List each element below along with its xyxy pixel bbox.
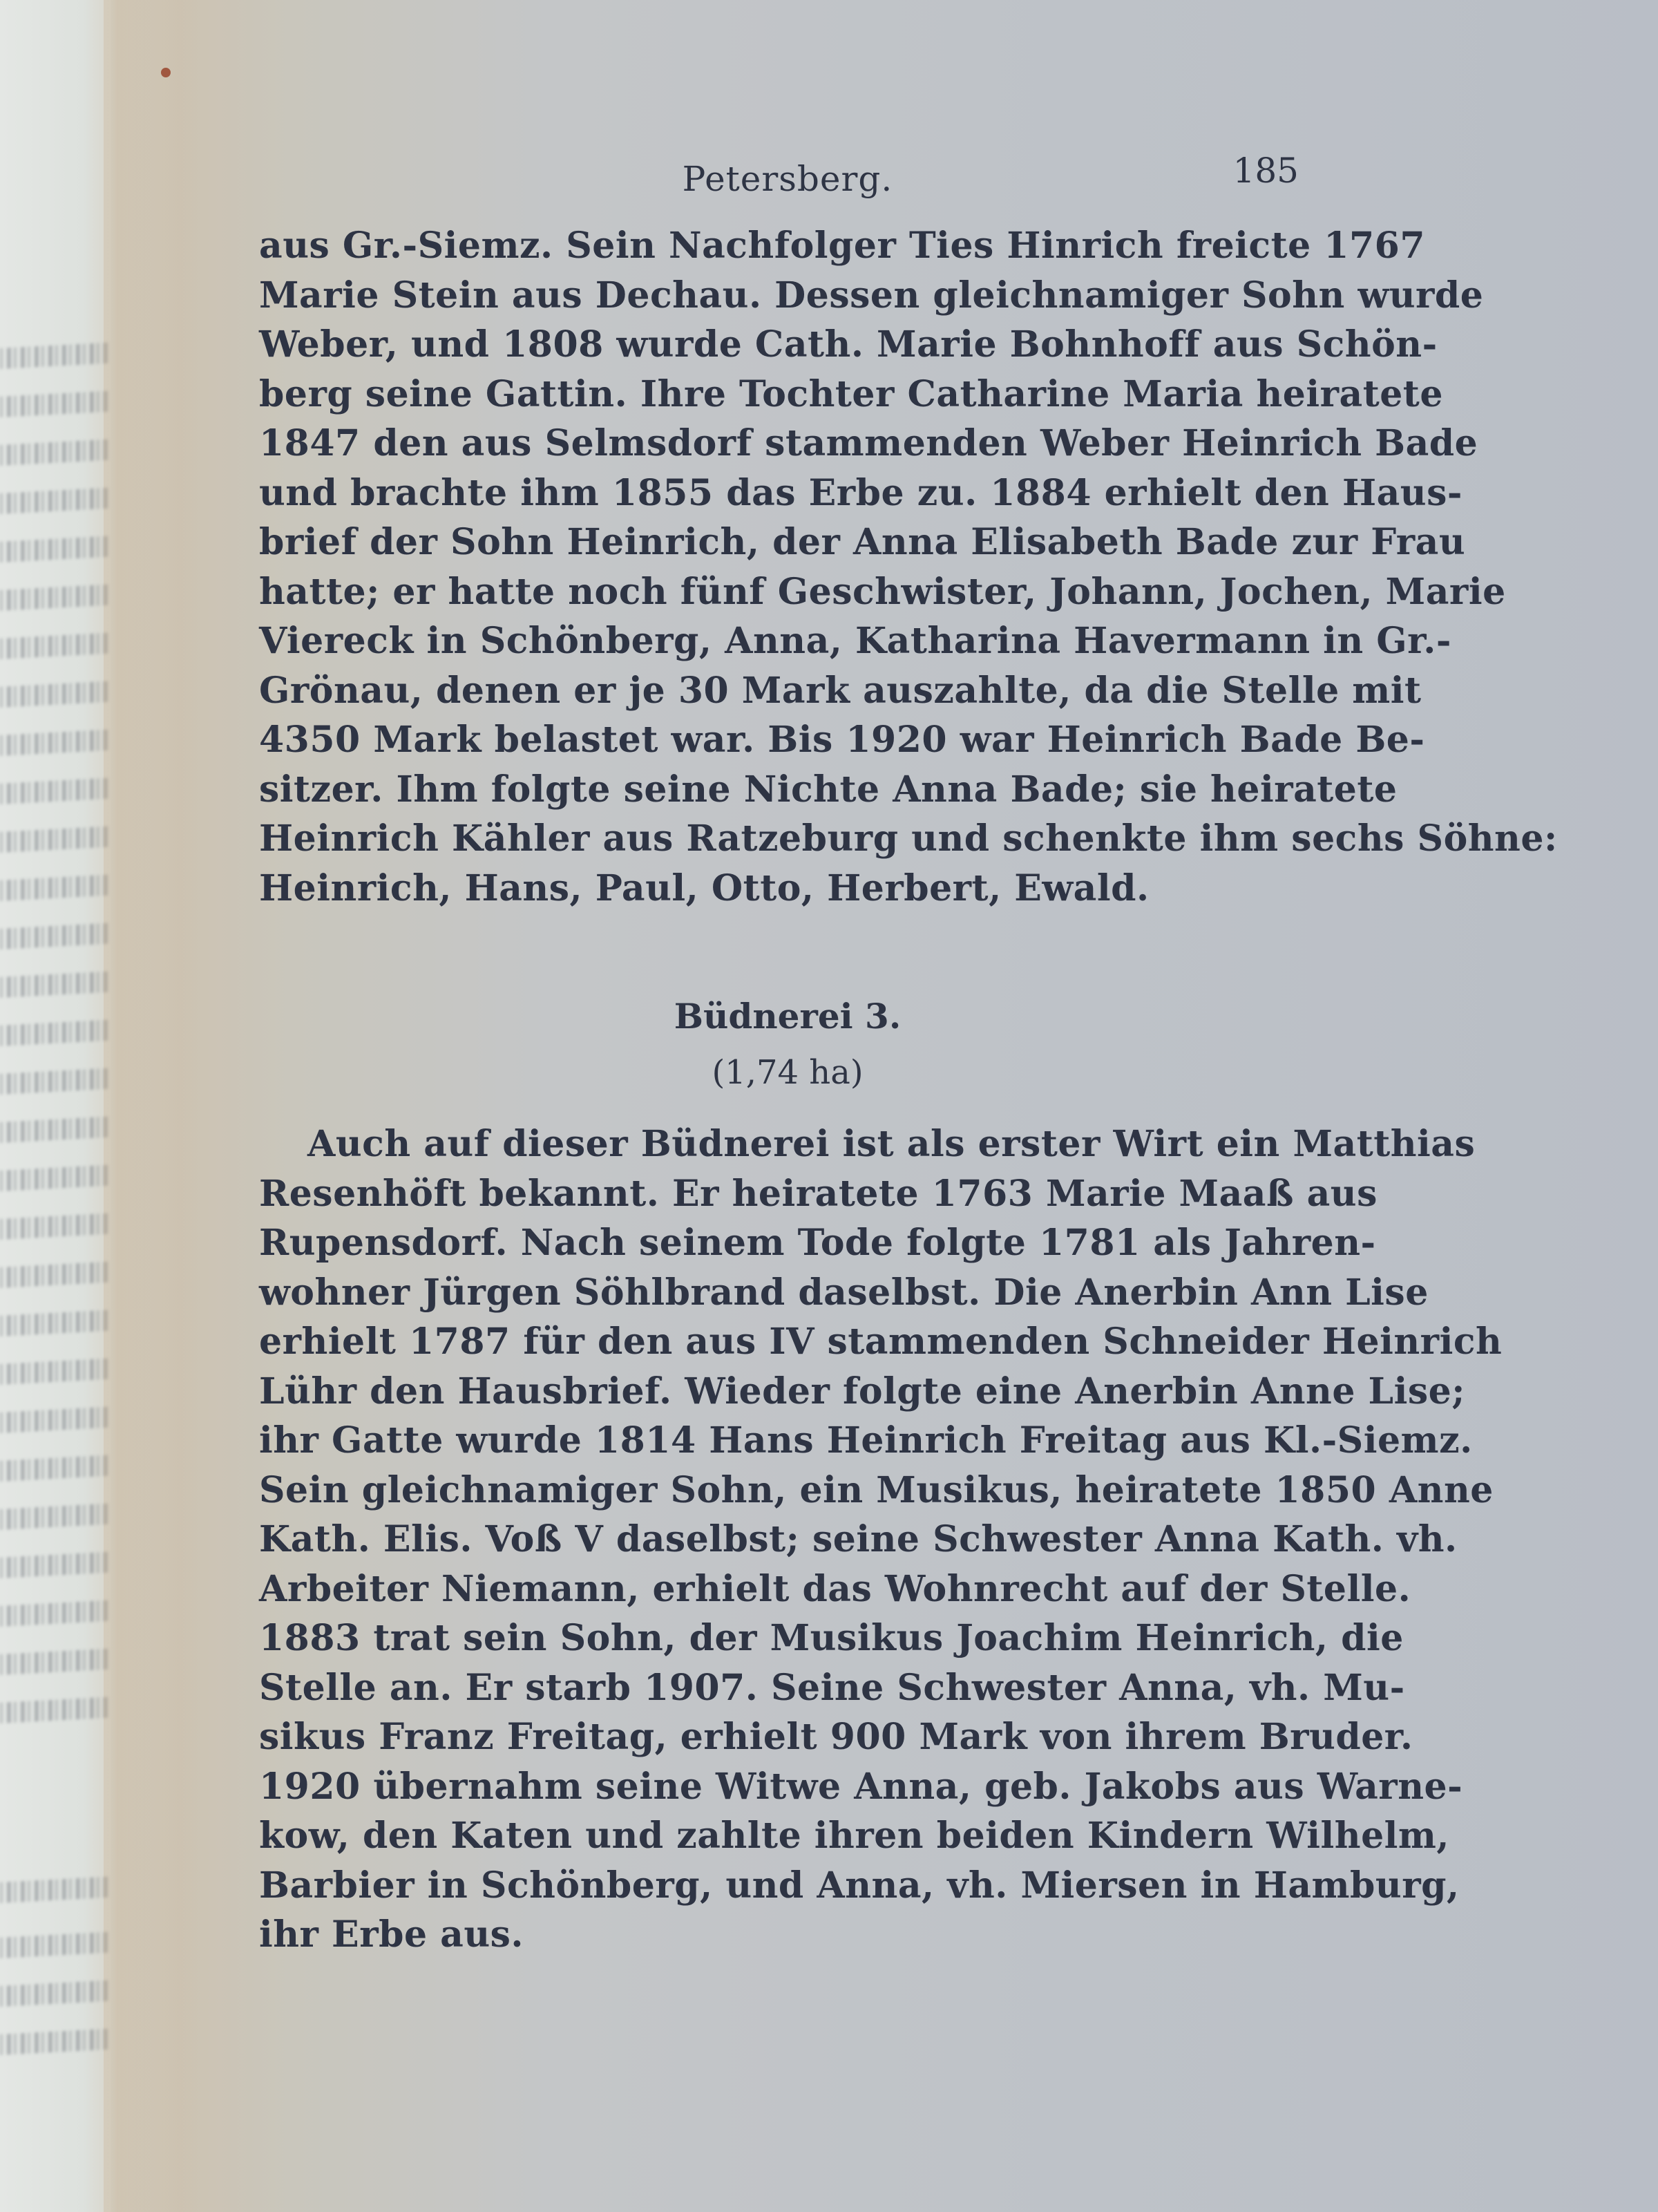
book-page	[259, 138, 1558, 1960]
text-line: Auch auf dieser Büdnerei ist als erster Wirt ein Matthias	[307, 1123, 1476, 1165]
text-line: sikus Franz Freitag, erhielt 900 Mark von ihrem Bruder.	[259, 1716, 1413, 1758]
text-line: erhielt 1787 für den aus IV stammenden Schneider Heinrich	[259, 1321, 1503, 1363]
text-line: Marie Stein aus Dechau. Dessen gleichnamiger Sohn wurde	[259, 274, 1484, 316]
bleed-text-fragment	[0, 439, 111, 466]
bleed-text-fragment	[0, 1407, 111, 1434]
bleed-text-fragment	[0, 1262, 111, 1289]
bleed-text-fragment	[0, 1359, 111, 1386]
text-line: Kath. Elis. Voß V daselbst; seine Schwester Anna Kath. vh.	[259, 1518, 1458, 1560]
text-line: Grönau, denen er je 30 Mark auszahlte, da die Stelle mit	[259, 669, 1422, 712]
text-line: Weber, und 1808 wurde Cath. Marie Bohnhoff aus Schön-	[259, 323, 1438, 366]
bleed-text-fragment	[0, 923, 111, 950]
page-number: 185	[1232, 151, 1299, 191]
text-line: Viereck in Schönberg, Anna, Katharina Havermann in Gr.-	[259, 620, 1451, 662]
text-line: ihr Gatte wurde 1814 Hans Heinrich Freitag aus Kl.-Siemz.	[259, 1419, 1473, 1462]
bleed-text-fragment	[0, 778, 111, 805]
bleed-text-fragment	[0, 2029, 111, 2056]
section-area: (1,74 ha)	[712, 1053, 864, 1092]
facing-page-edge	[0, 0, 111, 2212]
running-title: Petersberg.	[682, 159, 893, 199]
book-gutter	[104, 0, 200, 2212]
bleed-text-fragment	[0, 1165, 111, 1192]
bleed-text-fragment	[0, 1455, 111, 1482]
text-line: brief der Sohn Heinrich, der Anna Elisabeth Bade zur Frau	[259, 521, 1466, 563]
text-line: ihr Erbe aus.	[259, 1913, 524, 1956]
text-line: Heinrich Kähler aus Ratzeburg und schenkte ihm sechs Söhne:	[259, 817, 1558, 860]
bleed-text-fragment	[0, 1068, 111, 1095]
bleed-text-fragment	[0, 343, 111, 370]
bleed-text-fragment	[0, 585, 111, 612]
text-line: und brachte ihm 1855 das Erbe zu. 1884 erhielt den Haus-	[259, 471, 1462, 514]
bleed-text-fragment	[0, 1877, 111, 1904]
bleed-text-fragment	[0, 1117, 111, 1144]
text-line: hatte; er hatte noch fünf Geschwister, Johann, Jochen, Marie	[259, 570, 1506, 613]
bleed-text-fragment	[0, 1504, 111, 1531]
bleed-text-fragment	[0, 681, 111, 708]
running-header	[259, 138, 1316, 221]
bleed-text-fragment	[0, 1020, 111, 1047]
paragraph-petersberg-continuation	[259, 221, 1558, 913]
bleed-text-fragment	[0, 1552, 111, 1579]
bleed-text-fragment	[0, 1932, 111, 1959]
text-line: berg seine Gattin. Ihre Tochter Catharine Maria heiratete	[259, 372, 1443, 415]
text-line: Heinrich, Hans, Paul, Otto, Herbert, Ewald.	[259, 867, 1150, 909]
ink-stain-dot	[161, 68, 171, 77]
text-line: 1847 den aus Selmsdorf stammenden Weber Heinrich Bade	[259, 422, 1478, 464]
text-line: sitzer. Ihm folgte seine Nichte Anna Bade; sie heiratete	[259, 768, 1398, 811]
bleed-text-fragment	[0, 633, 111, 660]
bleed-text-fragment	[0, 1697, 111, 1724]
paragraph-buednerei-3	[259, 1119, 1503, 1960]
bleed-text-fragment	[0, 536, 111, 563]
text-line: Rupensdorf. Nach seinem Tode folgte 1781 als Jahren-	[259, 1222, 1376, 1264]
text-line: Arbeiter Niemann, erhielt das Wohnrecht auf der Stelle.	[259, 1567, 1411, 1610]
bleed-text-fragment	[0, 875, 111, 902]
text-line: Resenhöft bekannt. Er heiratete 1763 Marie Maaß aus	[259, 1172, 1378, 1215]
bleed-text-fragment	[0, 1649, 111, 1676]
text-line: aus Gr.-Siemz. Sein Nachfolger Ties Hinrich freicte 1767	[259, 225, 1426, 267]
bleed-text-fragment	[0, 391, 111, 418]
text-line: Stelle an. Er starb 1907. Seine Schwester Anna, vh. Mu-	[259, 1666, 1405, 1709]
bleed-text-fragment	[0, 826, 111, 853]
text-line: wohner Jürgen Söhlbrand daselbst. Die Anerbin Ann Lise	[259, 1271, 1429, 1314]
bleed-text-fragment	[0, 1600, 111, 1627]
bleed-text-fragment	[0, 1981, 111, 2007]
text-line: 4350 Mark belastet war. Bis 1920 war Heinrich Bade Be-	[259, 719, 1425, 761]
bleed-text-fragment	[0, 972, 111, 999]
text-line: Barbier in Schönberg, und Anna, vh. Miersen in Hamburg,	[259, 1864, 1460, 1907]
text-line: kow, den Katen und zahlte ihren beiden Kindern Wilhelm,	[259, 1815, 1450, 1857]
section-heading: Büdnerei 3.	[674, 996, 902, 1037]
text-line: Sein gleichnamiger Sohn, ein Musikus, heiratete 1850 Anne	[259, 1468, 1494, 1511]
text-line: 1883 trat sein Sohn, der Musikus Joachim Heinrich, die	[259, 1617, 1404, 1659]
text-line: Lühr den Hausbrief. Wieder folgte eine Anerbin Anne Lise;	[259, 1370, 1465, 1412]
bleed-text-fragment	[0, 1213, 111, 1240]
bleed-text-fragment	[0, 1310, 111, 1337]
bleed-text-fragment	[0, 488, 111, 515]
bleed-text-fragment	[0, 730, 111, 757]
text-line: 1920 übernahm seine Witwe Anna, geb. Jakobs aus Warne-	[259, 1765, 1463, 1808]
